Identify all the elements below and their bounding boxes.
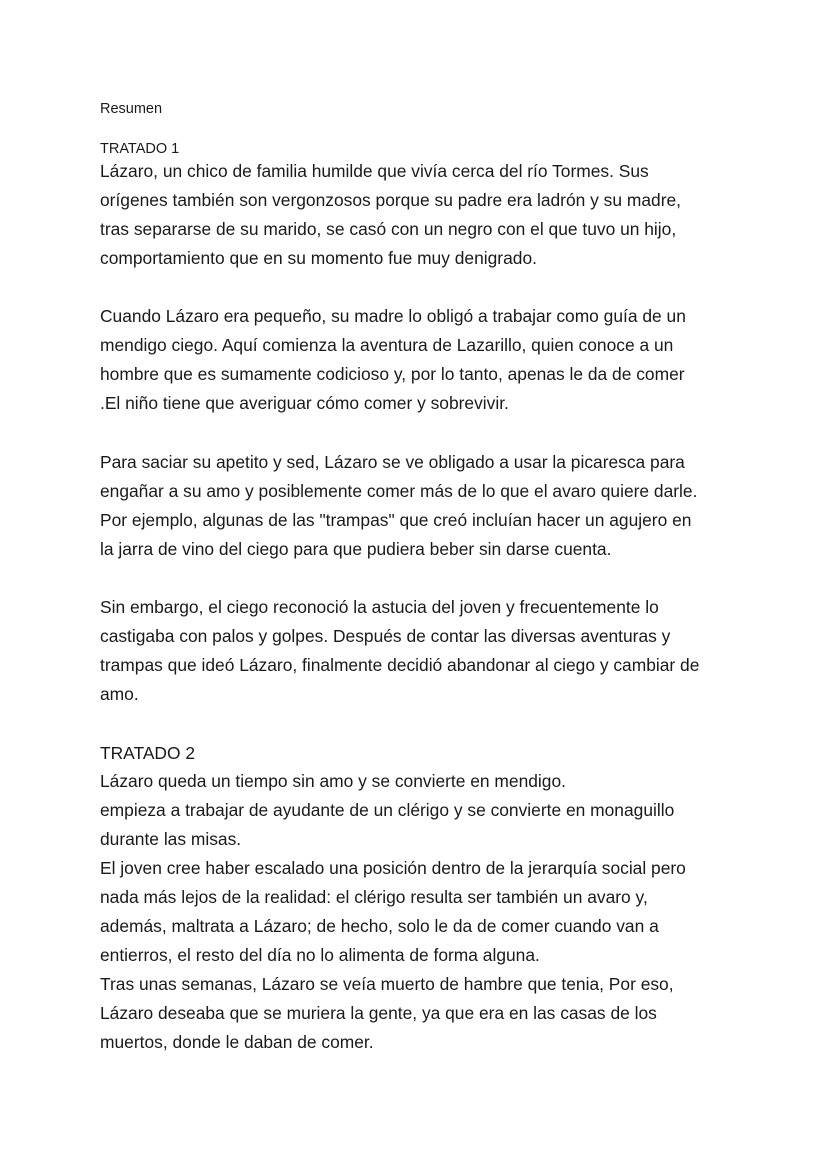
paragraph-line: durante las misas. bbox=[100, 829, 242, 849]
paragraph-line: engañar a su amo y posiblemente comer más de lo que el avaro quiere darle. bbox=[100, 481, 698, 501]
document-page bbox=[100, 0, 740, 1169]
paragraph-line: castigaba con palos y golpes. Después de contar las diversas aventuras y bbox=[100, 626, 671, 646]
paragraph-line: mendigo ciego. Aquí comienza la aventura de Lazarillo, quien conoce a un bbox=[100, 335, 674, 355]
paragraph-line: Para saciar su apetito y sed, Lázaro se ve obligado a usar la picaresca para bbox=[100, 452, 685, 472]
paragraph-line: muertos, donde le daban de comer. bbox=[100, 1032, 374, 1052]
paragraph-line: nada más lejos de la realidad: el clérigo resulta ser también un avaro y, bbox=[100, 887, 648, 907]
paragraph-line: Lázaro deseaba que se muriera la gente, ya que era en las casas de los bbox=[100, 1003, 657, 1023]
tratado-1-paragraph-3 bbox=[100, 448, 740, 564]
paragraph-line: Lázaro queda un tiempo sin amo y se convierte en mendigo. bbox=[100, 771, 566, 791]
tratado-1-paragraph-2 bbox=[100, 302, 740, 418]
tratado-1-paragraph-1 bbox=[100, 157, 740, 273]
document-title: Resumen bbox=[100, 101, 163, 117]
paragraph-line: Lázaro, un chico de familia humilde que vivía cerca del río Tormes. Sus bbox=[100, 161, 649, 181]
paragraph-line: empieza a trabajar de ayudante de un clérigo y se convierte en monaguillo bbox=[100, 800, 675, 820]
paragraph-line: .El niño tiene que averiguar cómo comer y sobrevivir. bbox=[100, 393, 509, 413]
paragraph-line: Sin embargo, el ciego reconoció la astucia del joven y frecuentemente lo bbox=[100, 597, 659, 617]
paragraph-line: entierros, el resto del día no lo alimenta de forma alguna. bbox=[100, 945, 540, 965]
tratado-2-heading: TRATADO 2 bbox=[100, 743, 196, 763]
paragraph-line: orígenes también son vergonzosos porque su padre era ladrón y su madre, bbox=[100, 190, 681, 210]
tratado-1-paragraph-4 bbox=[100, 593, 740, 709]
tratado-1-heading: TRATADO 1 bbox=[100, 141, 180, 157]
paragraph-line: Por ejemplo, algunas de las "trampas" que creó incluían hacer un agujero en bbox=[100, 510, 692, 530]
paragraph-line: Tras unas semanas, Lázaro se veía muerto de hambre que tenia, Por eso, bbox=[100, 974, 674, 994]
paragraph-line: hombre que es sumamente codicioso y, por lo tanto, apenas le da de comer bbox=[100, 364, 685, 384]
paragraph-line: Cuando Lázaro era pequeño, su madre lo obligó a trabajar como guía de un bbox=[100, 306, 686, 326]
tratado-2-body bbox=[100, 767, 740, 1057]
paragraph-line: la jarra de vino del ciego para que pudiera beber sin darse cuenta. bbox=[100, 539, 612, 559]
paragraph-line: tras separarse de su marido, se casó con un negro con el que tuvo un hijo, bbox=[100, 219, 677, 239]
paragraph-line: además, maltrata a Lázaro; de hecho, solo le da de comer cuando van a bbox=[100, 916, 659, 936]
paragraph-line: trampas que ideó Lázaro, finalmente decidió abandonar al ciego y cambiar de bbox=[100, 655, 700, 675]
paragraph-line: comportamiento que en su momento fue muy denigrado. bbox=[100, 248, 537, 268]
paragraph-line: El joven cree haber escalado una posición dentro de la jerarquía social pero bbox=[100, 858, 686, 878]
paragraph-line: amo. bbox=[100, 684, 139, 704]
